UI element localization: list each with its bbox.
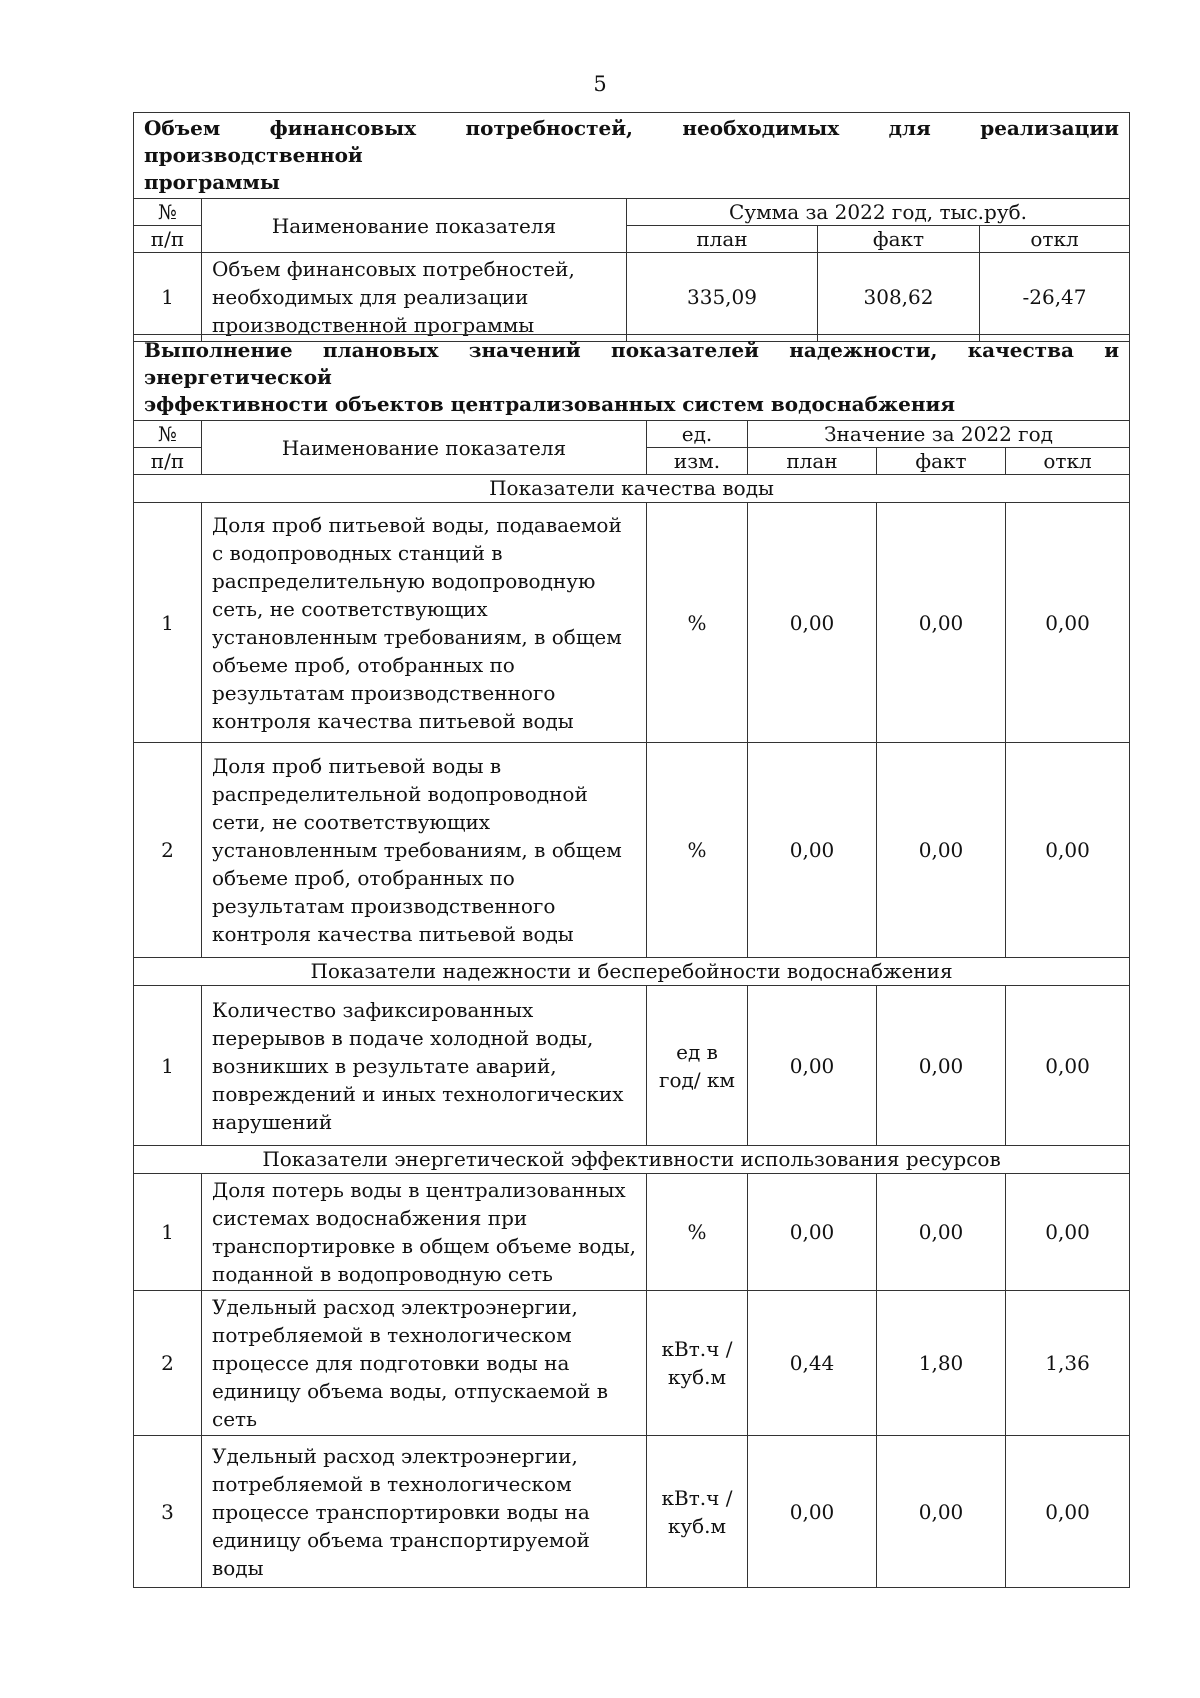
indicator-name: Доля проб питьевой воды, подаваемой с водопроводных станций в распределительную водопроводную сеть, не соответствующих установленным требованиям, в общем объеме проб, отобранных по результатам производственного контроля качества питьевой воды (202, 503, 647, 743)
fact-header: факт (877, 448, 1006, 475)
row-number: 2 (134, 743, 202, 958)
unit-header-top: ед. (647, 421, 748, 448)
fact-value: 0,00 (877, 1174, 1006, 1291)
row-number: 1 (134, 503, 202, 743)
num-header-bottom: п/п (134, 226, 202, 253)
deviation-value: 1,36 (1006, 1291, 1130, 1436)
fact-header: факт (818, 226, 980, 253)
deviation-header: откл (980, 226, 1130, 253)
indicator-name: Доля проб питьевой воды в распределительной водопроводной сети, не соответствующих установленным требованиям, в общем объеме проб, отобранных по результатам производственного контроля качества питьевой воды (202, 743, 647, 958)
row-number: 3 (134, 1436, 202, 1588)
row-number: 2 (134, 1291, 202, 1436)
deviation-value: 0,00 (1006, 1174, 1130, 1291)
name-header: Наименование показателя (202, 421, 647, 475)
unit-value: ед в год/ км (647, 986, 748, 1146)
table-row (134, 986, 1130, 1146)
table-row (134, 503, 1130, 743)
financial-table-title (134, 113, 1130, 199)
unit-value: % (647, 743, 748, 958)
financial-needs-table (133, 112, 1130, 342)
plan-value: 0,00 (748, 503, 877, 743)
indicator-name: Удельный расход электроэнергии, потребляемой в технологическом процессе для подготовки воды на единицу объема воды, отпускаемой в сеть (202, 1291, 647, 1436)
financial-title-line-2: программы (144, 170, 280, 194)
fact-value: 0,00 (877, 503, 1006, 743)
indicators-title-line-2: эффективности объектов централизованных систем водоснабжения (144, 392, 956, 416)
fact-value: 1,80 (877, 1291, 1006, 1436)
plan-value: 0,00 (748, 1174, 877, 1291)
page-number: 5 (593, 72, 607, 96)
num-header-top: № (134, 199, 202, 226)
sum-header: Сумма за 2022 год, тыс.руб. (627, 199, 1130, 226)
deviation-value: 0,00 (1006, 986, 1130, 1146)
plan-value: 0,00 (748, 743, 877, 958)
section-efficiency-title: Показатели энергетической эффективности использования ресурсов (134, 1146, 1130, 1174)
num-header-bottom: п/п (134, 448, 202, 475)
fact-value: 0,00 (877, 986, 1006, 1146)
unit-value: % (647, 1174, 748, 1291)
deviation-value: 0,00 (1006, 503, 1130, 743)
financial-title-line-1: Объем финансовых потребностей, необходимых для реализации производственной (144, 116, 1119, 167)
unit-header-bottom: изм. (647, 448, 748, 475)
indicator-name: Объем финансовых потребностей, необходимых для реализации производственной программы (202, 253, 627, 342)
unit-value: % (647, 503, 748, 743)
fact-value: 0,00 (877, 743, 1006, 958)
unit-value: кВт.ч / куб.м (647, 1436, 748, 1588)
deviation-value: 0,00 (1006, 1436, 1130, 1588)
indicator-name: Доля потерь воды в централизованных системах водоснабжения при транспортировке в общем объеме воды, поданной в водопроводную сеть (202, 1174, 647, 1291)
indicator-name: Удельный расход электроэнергии, потребляемой в технологическом процессе транспортировки воды на единицу объема транспортируемой воды (202, 1436, 647, 1588)
value-header: Значение за 2022 год (748, 421, 1130, 448)
table-row (134, 1174, 1130, 1291)
plan-value: 0,00 (748, 986, 877, 1146)
unit-value: кВт.ч / куб.м (647, 1291, 748, 1436)
table-row (134, 1291, 1130, 1436)
indicator-name: Количество зафиксированных перерывов в подаче холодной воды, возникших в результате аварий, повреждений и иных технологических нарушений (202, 986, 647, 1146)
fact-value: 308,62 (818, 253, 980, 342)
indicators-table-title (134, 335, 1130, 421)
deviation-value: -26,47 (980, 253, 1130, 342)
plan-header: план (748, 448, 877, 475)
table-row (134, 743, 1130, 958)
performance-indicators-table (133, 334, 1130, 1588)
indicators-title-line-1: Выполнение плановых значений показателей надежности, качества и энергетической (144, 338, 1120, 389)
row-number: 1 (134, 986, 202, 1146)
row-number: 1 (134, 253, 202, 342)
table-row (134, 1436, 1130, 1588)
plan-value: 0,00 (748, 1436, 877, 1588)
plan-value: 335,09 (627, 253, 818, 342)
plan-header: план (627, 226, 818, 253)
row-number: 1 (134, 1174, 202, 1291)
fact-value: 0,00 (877, 1436, 1006, 1588)
section-reliability-title: Показатели надежности и бесперебойности водоснабжения (134, 958, 1130, 986)
name-header: Наименование показателя (202, 199, 627, 253)
deviation-value: 0,00 (1006, 743, 1130, 958)
plan-value: 0,44 (748, 1291, 877, 1436)
table-row (134, 253, 1130, 342)
deviation-header: откл (1006, 448, 1130, 475)
num-header-top: № (134, 421, 202, 448)
section-quality-title: Показатели качества воды (134, 475, 1130, 503)
